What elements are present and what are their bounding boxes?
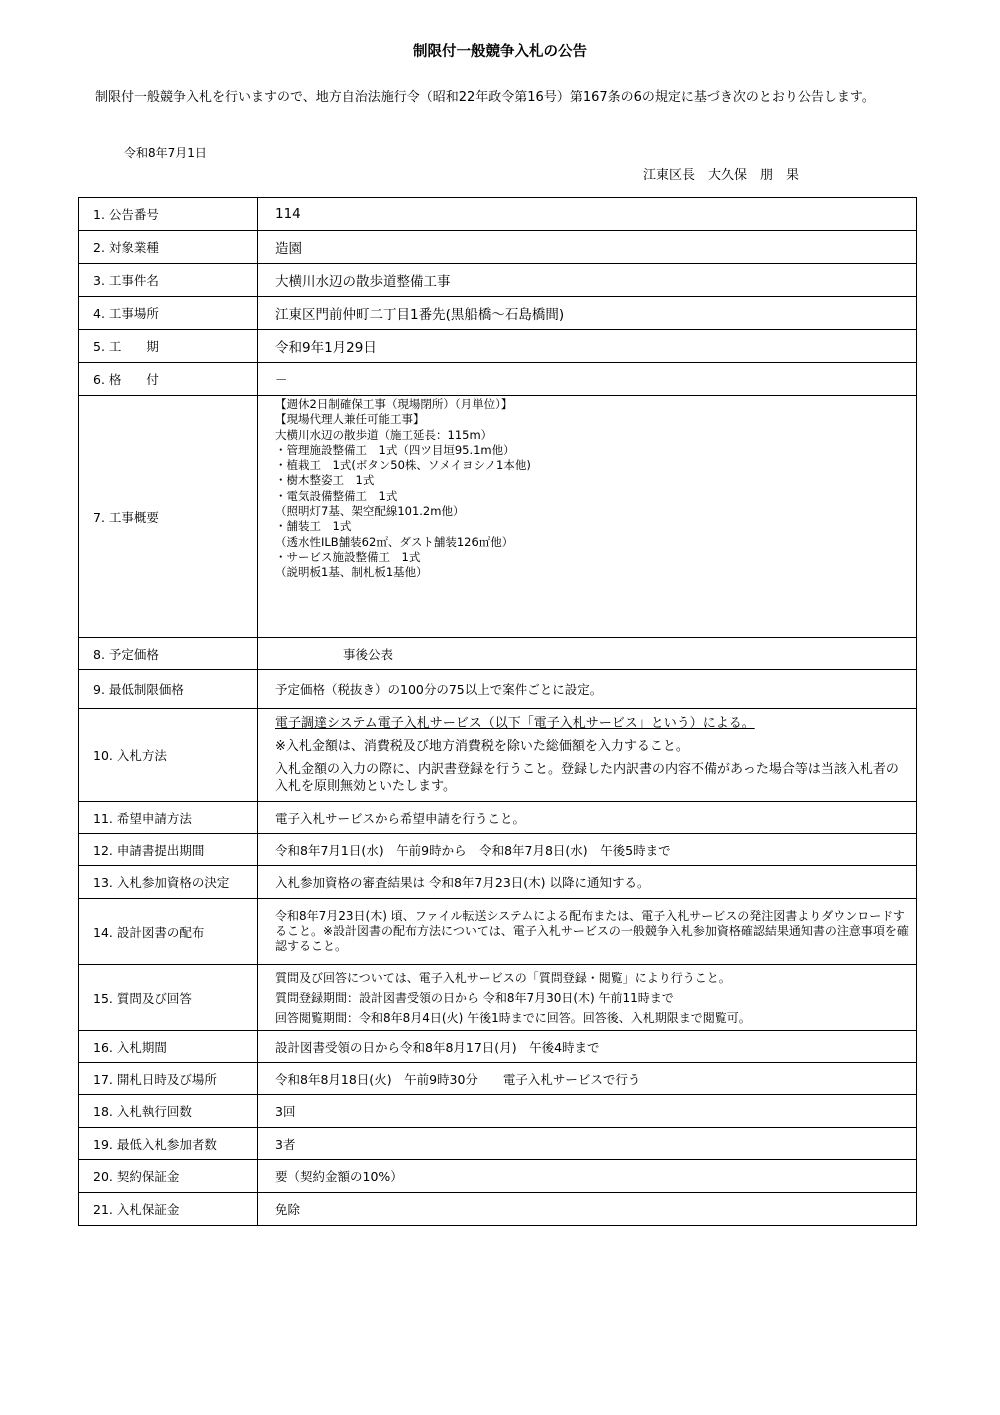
overview-line: ・舗装工 1式 [275,519,352,534]
project-overview [258,396,917,638]
row-label: 1. 公告番号 [79,198,258,231]
bidding-method-line: 入札金額の入力の際に、内訳書登録を行うこと。登録した内訳書の内容不備があった場合等は当該入札者の入札を原則無効といたします。 [275,762,899,794]
overview-line: ・植栽工 1式(ボタン50株、ソメイヨシノ1本他) [275,458,531,473]
row-label: 4. 工事場所 [79,297,258,330]
table-row [79,363,917,396]
row-label: 17. 開札日時及び場所 [79,1063,258,1095]
row-label: 3. 工事件名 [79,264,258,297]
table-row [79,264,917,297]
table-row [79,1193,917,1226]
qa-line: 質問登録期間：設計図書受領の日から 令和8年7月30日(木) 午前11時まで [275,990,674,1005]
table-row [79,231,917,264]
minimum-participants: 3者 [258,1128,917,1160]
table-row [79,866,917,899]
table-row [79,1128,917,1160]
overview-line: （照明灯7基、架空配線101.2m他） [275,504,465,519]
overview-line: ・管理施設整備工 1式（四ツ目垣95.1m他） [275,442,515,457]
table-row [79,802,917,834]
table-row [79,330,917,363]
table-row [79,1031,917,1063]
construction-period: 令和9年1月29日 [258,330,917,363]
project-location: 江東区門前仲町二丁目1番先(黒船橋～石島橋間) [258,297,917,330]
table-row [79,198,917,231]
overview-line: 大横川水辺の散歩道（施工延長：115m） [275,427,493,442]
project-name: 大横川水辺の散歩道整備工事 [258,264,917,297]
qualification-decision: 入札参加資格の審査結果は 令和8年7月23日(木) 以降に通知する。 [258,866,917,899]
overview-line: ・樹木整姿工 1式 [275,473,375,488]
row-label: 19. 最低入札参加者数 [79,1128,258,1160]
overview-line: 【週休2日制確保工事（現場閉所）（月単位）】 [275,397,513,411]
qa-line: 回答閲覧期間：令和8年8月4日(火) 午後1時までに回答。回答後、入札期限まで閲覧可。 [275,1010,751,1025]
overview-line: 【現場代理人兼任可能工事】 [275,412,425,427]
row-label: 14. 設計図書の配布 [79,899,258,965]
overview-line: （説明板1基、制札板1基他） [275,565,428,580]
grade: － [258,363,917,396]
row-label: 12. 申請書提出期間 [79,834,258,866]
row-label: 20. 契約保証金 [79,1160,258,1193]
opening-datetime-place: 令和8年8月18日(火) 午前9時30分 電子入札サービスで行う [258,1063,917,1095]
overview-line: ・電気設備整備工 1式 [275,488,398,503]
table-row [79,709,917,802]
notice-table [78,197,917,1226]
design-document-distribution: 令和8年7月23日(木) 頃、ファイル転送システムによる配布または、電子入札サービスの発注図書よりダウンロードすること。※設計図書の配布方法については、電子入札サービスの一般競争入札参加資格確認結果通知書の注意事項を確認すること。 [258,899,917,965]
application-method: 電子入札サービスから希望申請を行うこと。 [258,802,917,834]
table-row [79,670,917,709]
issuer-name: 江東区長 大久保 朋 果 [643,168,800,183]
bidding-method-line: 電子調達システム電子入札サービス（以下「電子入札サービス」という）による。 [275,716,755,731]
table-row [79,638,917,670]
row-label: 11. 希望申請方法 [79,802,258,834]
row-label: 9. 最低制限価格 [79,670,258,709]
bidding-method-line: ※入札金額は、消費税及び地方消費税を除いた総価額を入力すること。 [275,739,689,754]
notice-number: 114 [258,198,917,231]
table-row [79,396,917,638]
table-row [79,1160,917,1193]
table-row [79,1095,917,1128]
row-label: 16. 入札期間 [79,1031,258,1063]
page-title: 制限付一般競争入札の公告 [413,44,587,60]
row-label: 18. 入札執行回数 [79,1095,258,1128]
notice-date: 令和8年7月1日 [124,146,207,160]
planned-price: 事後公表 [258,638,917,670]
minimum-price: 予定価格（税抜き）の100分の75以上で案件ごとに設定。 [258,670,917,709]
row-label: 13. 入札参加資格の決定 [79,866,258,899]
overview-line: ・サービス施設整備工 1式 [275,549,421,564]
bidding-method [258,709,917,802]
row-label: 10. 入札方法 [79,709,258,802]
intro-paragraph: 制限付一般競争入札を行いますので、地方自治法施行令（昭和22年政令第16号）第167条の6の規定に基づき次のとおり公告します。 [95,90,875,105]
row-label: 8. 予定価格 [79,638,258,670]
row-label: 5. 工 期 [79,330,258,363]
bidding-rounds: 3回 [258,1095,917,1128]
qa-line: 質問及び回答については、電子入札サービスの「質問登録・閲覧」により行うこと。 [275,970,731,985]
row-label: 7. 工事概要 [79,396,258,638]
submission-period: 令和8年7月1日(水) 午前9時から 令和8年7月8日(水) 午後5時まで [258,834,917,866]
table-row [79,965,917,1031]
row-label: 6. 格 付 [79,363,258,396]
table-row [79,899,917,965]
row-label: 15. 質問及び回答 [79,965,258,1031]
questions-and-answers [258,965,917,1031]
row-label: 2. 対象業種 [79,231,258,264]
industry-type: 造園 [258,231,917,264]
bid-deposit: 免除 [258,1193,917,1226]
table-row [79,297,917,330]
contract-deposit: 要（契約金額の10%） [258,1160,917,1193]
table-row [79,1063,917,1095]
row-label: 21. 入札保証金 [79,1193,258,1226]
bidding-period: 設計図書受領の日から令和8年8月17日(月) 午後4時まで [258,1031,917,1063]
table-row [79,834,917,866]
overview-line: （透水性ILB舗装62㎡、ダスト舗装126㎡他） [275,534,514,549]
